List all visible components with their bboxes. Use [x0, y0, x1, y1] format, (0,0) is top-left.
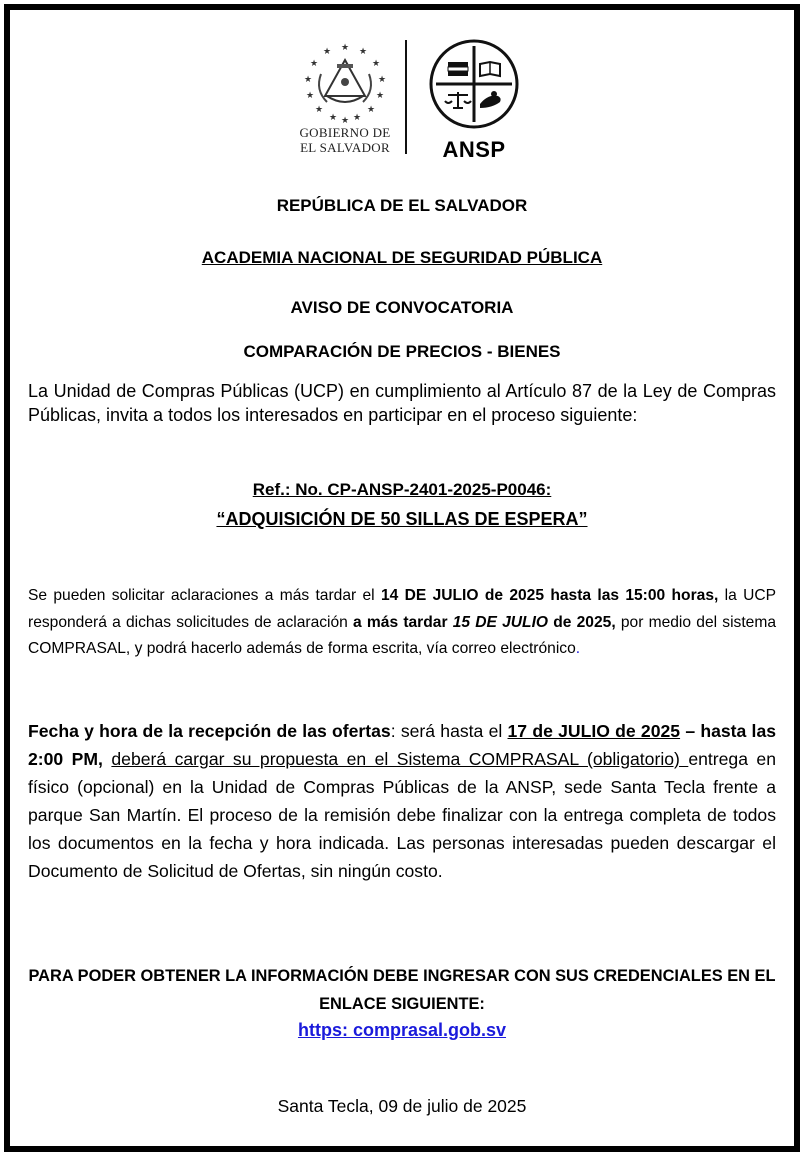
offers-paragraph: [28, 717, 776, 885]
modality-heading: COMPARACIÓN DE PRECIOS - BIENES: [243, 342, 561, 361]
clar-text-3: por medio del sistema COMPRASAL, y podrá hacerlo además de forma escrita, vía correo electrónico: [28, 613, 776, 657]
clar-time-1: de 2025 hasta las 15:00 horas,: [478, 587, 719, 604]
place-date: Santa Tecla, 09 de julio de 2025: [277, 1096, 527, 1116]
notice-heading: AVISO DE CONVOCATORIA: [290, 298, 514, 317]
svg-text:★: ★: [352, 112, 362, 122]
document-frame: [4, 4, 800, 1152]
svg-text:★: ★: [375, 90, 385, 100]
academy-heading: ACADEMIA NACIONAL DE SEGURIDAD PÚBLICA: [201, 248, 603, 267]
svg-text:★: ★: [309, 58, 319, 68]
svg-text:★: ★: [303, 74, 313, 84]
svg-text:★: ★: [328, 112, 338, 122]
svg-text:★: ★: [322, 46, 332, 56]
coat-of-arms-icon: [297, 38, 393, 124]
comprasal-link[interactable]: https: comprasal.gob.sv: [297, 1020, 507, 1040]
reference-number: Ref.: No. CP-ANSP-2401-2025-P0046:: [252, 480, 552, 499]
offers-label: Fecha y hora de la recepción de las ofertas: [28, 721, 391, 741]
gobierno-line-2: EL SALVADOR: [300, 140, 390, 155]
clar-date-1: 14 DE JULIO: [380, 587, 479, 604]
clar-dot: .: [575, 640, 581, 657]
offers-comprasal-note: deberá cargar su propuesta en el Sistema COMPRASAL (obligatorio): [111, 749, 689, 769]
intro-paragraph: La Unidad de Compras Públicas (UCP) en cumplimiento al Artículo 87 de la Ley de Compras Públicas, invita a todos los interesados en participar en el proceso siguiente:: [28, 381, 776, 425]
svg-text:★: ★: [371, 58, 381, 68]
svg-text:★: ★: [377, 74, 387, 84]
reference-title: “ADQUISICIÓN DE 50 SILLAS DE ESPERA”: [216, 509, 588, 529]
svg-text:★: ★: [314, 104, 324, 114]
offers-text-1: : será hasta el: [390, 721, 508, 741]
clar-deadline-label: a más tardar: [353, 613, 453, 631]
link-row: [28, 1020, 776, 1041]
access-instruction: PARA PODER OBTENER LA INFORMACIÓN DEBE INGRESAR CON SUS CREDENCIALES EN EL ENLACE SIGUIENTE:: [28, 967, 776, 1013]
gobierno-line-1: GOBIERNO DE: [299, 125, 391, 140]
logo-divider: [405, 40, 407, 154]
clar-date-2: 15 DE JULIO: [452, 613, 549, 631]
offers-time: – hasta las 2:00 PM,: [28, 721, 777, 769]
gobierno-logo: [290, 38, 400, 163]
svg-text:★: ★: [340, 42, 350, 52]
logo-header: [28, 38, 776, 168]
ansp-emblem-icon: [428, 38, 520, 130]
republic-heading: REPÚBLICA DE EL SALVADOR: [276, 196, 528, 215]
svg-text:★: ★: [340, 115, 350, 124]
clar-text-1: Se pueden solicitar aclaraciones a más tardar el: [28, 587, 381, 604]
offers-date: 17 de JULIO de 2025: [507, 721, 681, 741]
svg-text:★: ★: [366, 104, 376, 114]
clarifications-paragraph: [28, 583, 776, 663]
svg-text:★: ★: [305, 90, 315, 100]
clar-text-2: la UCP responderá a dichas solicitudes de aclaración: [28, 587, 776, 631]
clar-year-2: de 2025,: [548, 613, 616, 631]
svg-text:★: ★: [358, 46, 368, 56]
ansp-logo: [426, 38, 522, 163]
offers-text-3: entrega en físico (opcional) en la Unidad de Compras Públicas de la ANSP, sede Santa Tecla frente a parque San Martín. El proceso de la remisión debe finalizar con la entrega completa de todos los documentos en la fecha y hora indicada. Las personas interesadas pueden descargar el Documento de Solicitud de Ofertas, sin ningún costo.: [28, 749, 776, 881]
ansp-wordmark: ANSP: [442, 137, 506, 162]
